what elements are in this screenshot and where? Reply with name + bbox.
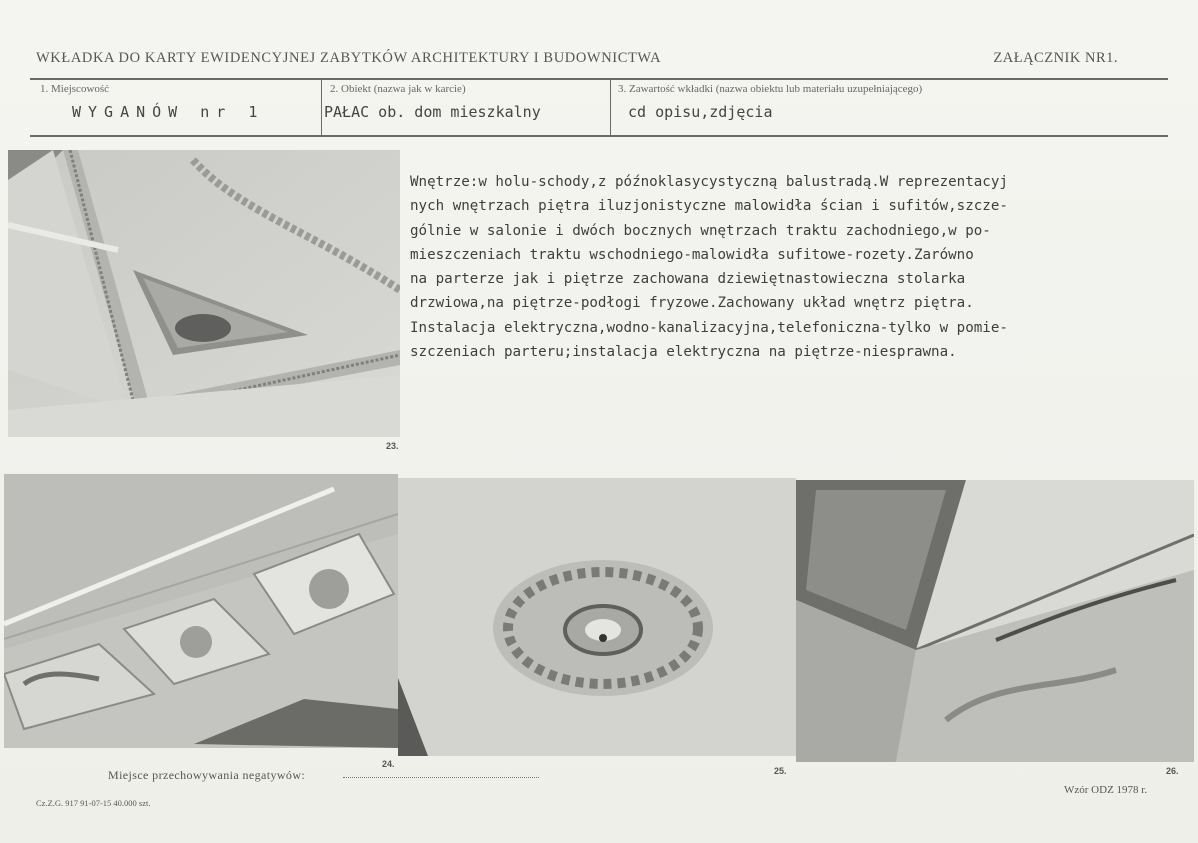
field-label-contents: 3. Zawartość wkładki (nazwa obiektu lub materiału uzupełniającego) — [618, 83, 923, 95]
description-line: Wnętrze:w holu-schody,z późnoklasycystyczną balustradą.W reprezentacyj — [410, 174, 1008, 190]
form-model: Wzór ODZ 1978 r. — [1064, 784, 1148, 796]
annex-label: ZAŁĄCZNIK NR1. — [993, 50, 1118, 66]
column-divider — [610, 80, 611, 135]
photo-ceiling-panels — [4, 474, 398, 748]
description-line: drzwiowa,na piętrze-podłogi fryzowe.Zachowany układ wnętrz piętra. — [410, 295, 974, 312]
annex-number: 1 — [1106, 50, 1114, 66]
description-line: na parterze jak i piętrze zachowana dziewiętnastowieczna stolarka — [410, 271, 966, 288]
description-text — [410, 170, 1155, 364]
photo-number: 24. — [382, 759, 395, 769]
print-info: Cz.Z.G. 917 91-07-15 40.000 szt. — [36, 798, 151, 808]
description-line: nych wnętrzach piętra iluzjonistyczne malowidła ścian i sufitów,szcze- — [410, 198, 1008, 215]
field-value-contents: cd opisu,zdjęcia — [628, 103, 773, 121]
field-value-locality: WYGANÓW nr 1 — [72, 103, 265, 121]
field-value-object: PAŁAC ob. dom mieszkalny — [324, 103, 541, 121]
description-line: gólnie w salonie i dwóch bocznych wnętrzach traktu zachodniego,w po- — [410, 222, 991, 239]
header-rule-top — [30, 78, 1168, 80]
field-label-object: 2. Obiekt (nazwa jak w karcie) — [330, 83, 466, 95]
annex-label-text: ZAŁĄCZNIK NR — [993, 50, 1107, 66]
photo-number: 26. — [1166, 766, 1179, 776]
photo-ceiling-corner — [8, 150, 400, 437]
description-line: mieszczeniach traktu wschodniego-malowidła sufitowe-rozety.Zarówno — [410, 246, 974, 263]
description-line: szczeniach parteru;instalacja elektryczna na piętrze-niesprawna. — [410, 344, 957, 361]
photo-damaged-ceiling — [796, 480, 1194, 762]
description-line: Instalacja elektryczna,wodno-kanalizacyjna,telefoniczna-tylko w pomie- — [410, 319, 1008, 336]
column-divider — [321, 80, 322, 135]
negatives-location-line — [343, 777, 539, 778]
header-rule-bottom — [30, 135, 1168, 137]
form-title: WKŁADKA DO KARTY EWIDENCYJNEJ ZABYTKÓW ARCHITEKTURY I BUDOWNICTWA — [36, 50, 662, 66]
photo-number: 23. — [386, 441, 399, 451]
negatives-location-label: Miejsce przechowywania negatywów: — [108, 768, 306, 782]
photo-number: 25. — [774, 766, 787, 776]
field-label-locality: 1. Miejscowość — [40, 83, 110, 95]
photo-ceiling-rosette — [398, 478, 796, 756]
